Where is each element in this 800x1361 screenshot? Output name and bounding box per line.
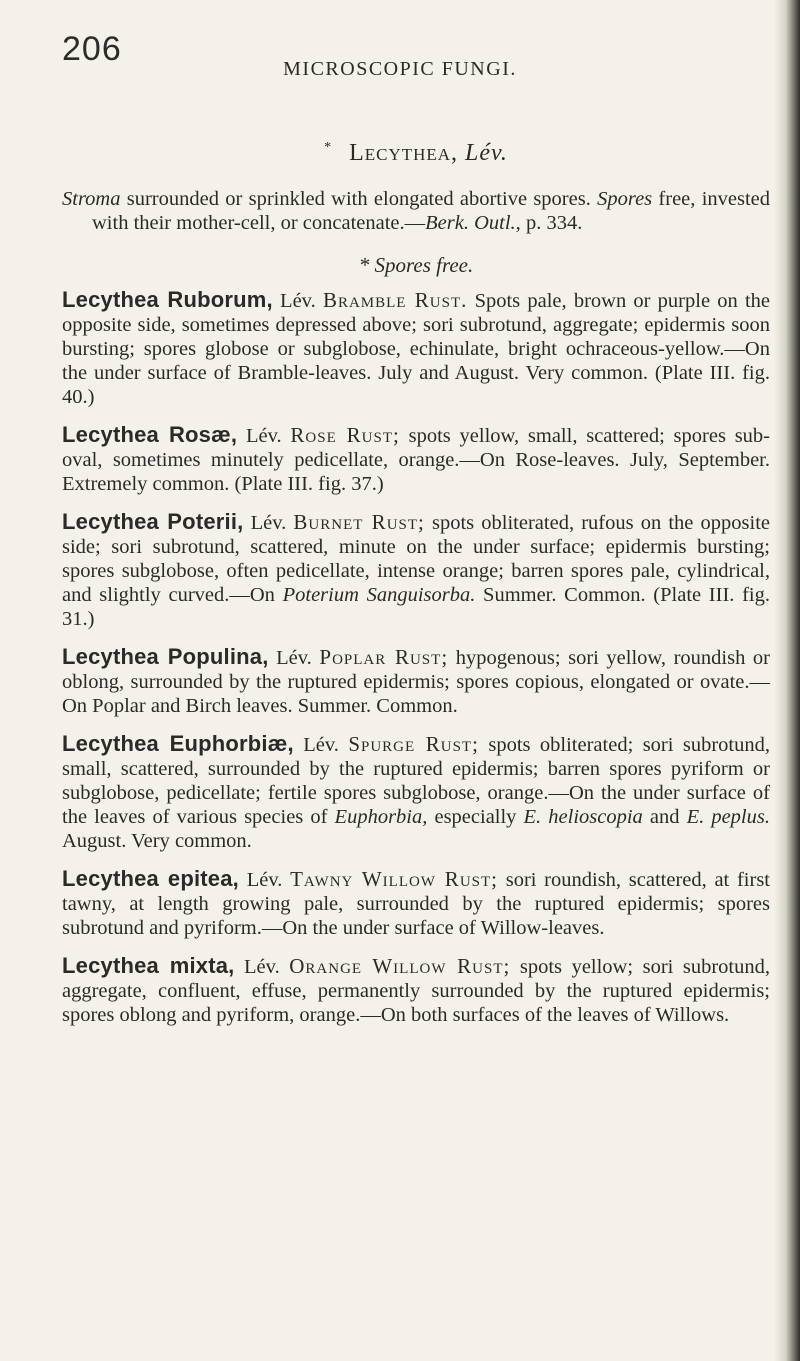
species-text-mid: especially [427, 806, 524, 828]
common-name: Burnet Rust; [293, 510, 425, 534]
common-name: Bramble Rust. [322, 288, 468, 312]
description-lead: Stroma [62, 188, 121, 210]
section-mark: * [324, 140, 333, 155]
species-name: Lecythea Poterii, [62, 509, 244, 534]
description-part-a: surrounded or sprinkled with elongated abortive spores. [120, 188, 598, 210]
species-entry [62, 645, 770, 718]
subheading: * Spores free. [358, 253, 474, 277]
page-binding-shadow [774, 0, 800, 1361]
host-name: Euphorbia, [334, 806, 428, 828]
running-title: MICROSCOPIC FUNGI. [283, 58, 517, 80]
host-name: Poterium Sanguisorba. [282, 584, 476, 606]
species-text-mid-2: and [642, 806, 687, 828]
common-name: Poplar Rust; [319, 645, 449, 669]
species-entry [62, 510, 770, 631]
section-title [62, 140, 770, 167]
common-name: Rose Rust; [290, 423, 400, 447]
genus-description [62, 187, 770, 235]
species-authority: Lév. [237, 425, 291, 447]
species-authority: Lév. [272, 290, 323, 312]
species-authority: Lév. [238, 869, 291, 891]
species-authority: Lév. [268, 647, 320, 669]
species-name: Lecythea Euphorbiæ, [62, 731, 294, 756]
species-text: Spots pale, brown or purple on the opposite side, sometimes depressed above; sori subrotund, aggregate; epidermis soon bursting; spores globose or subglobose, echinulate, bright ochraceous-yellow.—On the under surface of Bramble-leaves. July and August. Very common. (Plate III. fig. 40.) [62, 290, 771, 408]
description-part-b: free, invested with their mother-cell, or concatenate.— [92, 188, 771, 234]
species-text-after: Summer. Common. (Plate III. fig. 31.) [62, 584, 770, 630]
page-number: 206 [62, 30, 122, 68]
common-name: Tawny Willow Rust; [290, 867, 498, 891]
species-entry [62, 954, 770, 1027]
species-text-after: August. Very common. [62, 830, 252, 852]
species-name: Lecythea Populina, [62, 644, 269, 669]
description-part-c: p. 334. [520, 212, 583, 234]
species-name: Lecythea Rosæ, [62, 422, 238, 447]
species-entry [62, 288, 770, 409]
description-spores: Spores [597, 188, 653, 210]
species-entry [62, 867, 770, 940]
host-name-2: E. helioscopia [523, 806, 643, 828]
page-body [62, 140, 770, 1041]
species-text: spots yellow, small, scattered; spores sub-oval, sometimes minutely pedicellate, orange.—On Rose-leaves. July, September. Extremely common. (Plate III. fig. 37.) [62, 425, 771, 495]
species-authority: Lév. [243, 512, 294, 534]
species-text: spots obliterated; sori subrotund, small, scattered, surrounded by the ruptured epidermis; barren spores pyriform or subglobose, pedicellate; fertile spores subglobose, orange.—On the under surface of the leaves of various species of [62, 734, 770, 828]
species-entry [62, 423, 770, 496]
species-text: hypogenous; sori yellow, roundish or oblong, surrounded by the ruptured epidermis; spores copious, elongated or ovate.—On Poplar and Birch leaves. Summer. Common. [62, 647, 771, 717]
host-name-3: E. peplus. [686, 806, 770, 828]
species-name: Lecythea epitea, [62, 866, 239, 891]
species-authority: Lév. [293, 734, 349, 756]
common-name: Orange Willow Rust; [289, 954, 511, 978]
species-text: spots yellow; sori subrotund, aggregate, confluent, effuse, permanently surrounded by the ruptured epidermis; spores oblong and pyriform, orange.—On both surfaces of the leaves of Willows. [62, 956, 771, 1026]
genus-authority: Lév. [465, 140, 508, 166]
common-name: Spurge Rust; [348, 732, 479, 756]
species-name: Lecythea Ruborum, [62, 287, 273, 312]
description-reference: Berk. Outl., [425, 212, 521, 234]
genus-name: Lecythea, [349, 140, 459, 166]
species-authority: Lév. [234, 956, 290, 978]
species-name: Lecythea mixta, [62, 953, 235, 978]
species-entry [62, 732, 770, 853]
species-text: spots obliterated, rufous on the opposite side; sori subrotund, scattered, minute on the under surface; epidermis bursting; spores subglobose, often pedicellate, intense orange; barren spores pale, cylindrical, and slightly curved.—On [62, 512, 771, 606]
species-text: sori roundish, scattered, at first tawny, at length growing pale, surrounded by the ruptured epidermis; spores subrotund and pyriform.—On the under surface of Willow-leaves. [62, 869, 770, 939]
